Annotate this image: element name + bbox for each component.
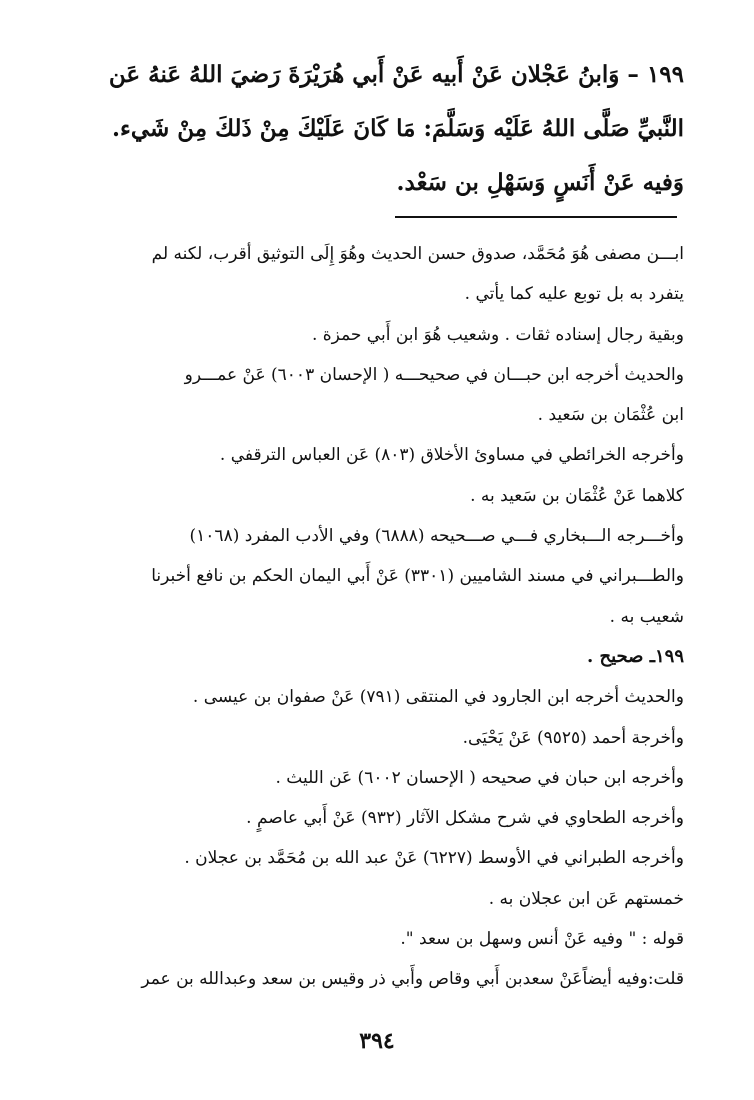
footnote-line: قوله : " وفيه عَنْ أنس وسهل بن سعد ". — [400, 929, 684, 950]
footnote-line: وأخـــرجه الـــبخاري فـــي صـــحيحه (٦٨٨٨) وفي الأدب المفرد (١٠٦٨) — [189, 526, 684, 547]
footnote-line: والحديث أخرجه ابن الجارود في المنتقى (٧٩١) عَنْ صفوان بن عيسى . — [192, 687, 684, 708]
footnote-heading: ١٩٩ـ صحيح . — [586, 645, 684, 667]
footnote-line: يتفرد به بل توبع عليه كما يأتي . — [464, 284, 684, 305]
footnote-line: وأخرجه الخرائطي في مساوئ الأخلاق (٨٠٣) عَن العباس الترقفي . — [219, 445, 684, 466]
footnote-divider — [395, 216, 677, 218]
footnote-line: وأخرجه الطحاوي في شرح مشكل الآثار (٩٣٢) عَنْ أَبي عاصمٍ . — [246, 808, 684, 829]
footnote-line: وأخرجه الطبراني في الأوسط (٦٢٢٧) عَنْ عبد الله بن مُحَمَّد بن عجلان . — [184, 848, 684, 869]
footnote-line: قلت:وفيه أيضاًعَنْ سعدبن أَبي وقاص وأَبي ذر وقيس بن سعد وعبدالله بن عمر — [141, 969, 684, 990]
footnote-line: خمستهم عَن ابن عجلان به . — [488, 888, 684, 909]
footnote-line: ابـــن مصفى هُوَ مُحَمَّد، صدوق حسن الحديث وهُوَ إِلَى التوثيق أقرب، لكنه لم — [151, 244, 684, 264]
hadith-line: وَفيه عَنْ أَنَسٍ وَسَهْلِ بن سَعْد. — [396, 169, 684, 196]
footnote-line: شعيب به . — [609, 606, 684, 627]
footnote-line: وبقية رجال إسناده ثقات . وشعيب هُوَ ابن أَبي حمزة . — [311, 324, 684, 345]
footnote-line: ابن عُثْمَان بن سَعيد . — [537, 405, 684, 426]
hadith-text — [94, 52, 684, 214]
page-number: ٣٩٤ — [359, 1028, 395, 1054]
footnote-line: والطـــبراني في مسند الشاميين (٣٣٠١) عَنْ أَبي اليمان الحكم بن نافع أخبرنا — [151, 566, 684, 587]
footnote-line: والحديث أخرجه ابن حبـــان في صحيحـــه ( الإحسان ٦٠٠٣) عَنْ عمـــرو — [184, 364, 684, 385]
footnote-line: وأخرجة أحمد (٩٥٢٥) عَنْ يَحْيَى. — [462, 727, 684, 748]
footnotes — [94, 234, 684, 1000]
footnote-line: وأخرجه ابن حبان في صحيحه ( الإحسان ٦٠٠٢) عَن الليث . — [275, 767, 684, 788]
footnote-line: كلاهما عَنْ عُثْمَان بن سَعيد به . — [470, 485, 684, 506]
hadith-line: ١٩٩ – وَابنُ عَجْلان عَنْ أَبيه عَنْ أَبي هُرَيْرَةَ رَضيَ اللهُ عَنهُ عَن — [108, 61, 684, 88]
hadith-line: النَّبيِّ صَلَّى اللهُ عَلَيْه وَسَلَّمَ: مَا كَانَ عَلَيْكَ مِنْ ذَلكَ مِنْ شَيء. — [112, 115, 684, 142]
